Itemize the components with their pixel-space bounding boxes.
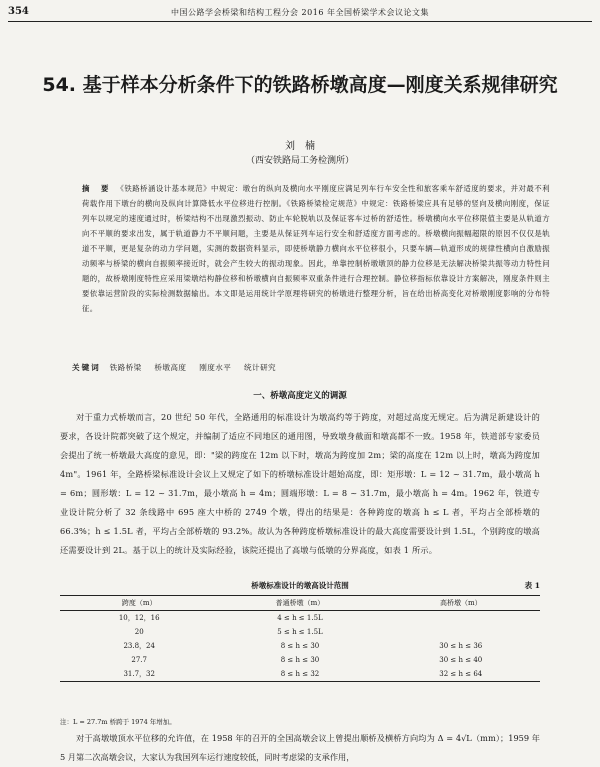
- table-cell: 5 ≤ h ≤ 1.5L: [277, 628, 323, 636]
- table-caption: [60, 580, 540, 594]
- table-cell: 31.7，32: [123, 670, 155, 678]
- running-title: 中国公路学会桥梁和结构工程分会 2016 年全国桥梁学术会议论文集: [171, 8, 429, 17]
- table-row: [60, 653, 540, 667]
- table-cell: 8 ≤ h ≤ 32: [280, 670, 320, 678]
- table-row: [60, 639, 540, 653]
- body-text: [60, 408, 540, 560]
- keyword: 刚度水平: [199, 363, 232, 372]
- keywords: [72, 362, 542, 374]
- table-cell: 8 ≤ h ≤ 30: [280, 642, 320, 650]
- keyword: 铁路桥梁: [109, 363, 142, 372]
- table-cell: [382, 611, 540, 626]
- page-number: 354: [8, 6, 29, 17]
- keywords-label: 关键词: [72, 363, 101, 372]
- pier-height-table: [60, 595, 540, 682]
- table-cell: 23.8，24: [123, 642, 155, 650]
- abstract-label: 摘 要: [82, 184, 111, 193]
- table-row: [60, 625, 540, 639]
- keyword: 统计研究: [244, 363, 277, 372]
- body-text-continued: [60, 729, 540, 767]
- abstract-text: 《铁路桥涵设计基本规范》中规定：墩台的纵向及横向水平刚度应满足列车行车安全性和旅客乘车舒适度的要求，并对最不利荷载作用下墩台的横向及纵向计算降低水平位移进行控制。《铁路桥梁检定规范》中规定：铁路桥梁应具有足够的竖向及横向刚度，保证列车以规定的速度通过时，桥梁结构不出现激烈振动、防止车轮脱轨以及保证客车过桥的舒适性。桥墩横向水平位移限值主要是从轨道方向不平顺的要求出发，属于轨道静力不平顺问题，主要是从保证列车运行安全和舒适度方面考虑的。桥墩横向振幅超限的原因不仅仅是轨道不平顺，更是复杂的动力学问题，实测的数据资料显示，即使桥墩静力横向水平位移很小，只要车辆—轨道形成的规律性横向自激励振动频率与桥梁的横向自振频率接近时，就会产生较大的振动现象。因此，单靠控制桥墩墩顶的静力位移是无法解决桥梁共振等动力特性问题的，故桥墩刚度特性应采用梁墩结构静位移和桥墩横向自振频率双重条件进行合理控制。静位移指标依靠设计方案解决，刚度条件则主要依靠运营阶段的实际检测数据输出。本文即是运用统计学原理将研究的桥墩进行整理分析，旨在给出桥高变化对桥墩刚度影响的分布特征。: [82, 184, 550, 313]
- table-cell: 30 ≤ h ≤ 40: [439, 656, 483, 664]
- table-cell: [382, 625, 540, 639]
- author: 刘 楠: [285, 141, 315, 152]
- paragraph: 对于高墩墩顶水平位移的允许值，在 1958 年的召开的全国高墩会议上曾提出顺桥及横桥方向均为 Δ = 4√L（mm）；1959 年 5 月第二次高墩会议，大家认为我国列车运行速度较低，同时考虑梁的支承作用，: [60, 733, 540, 762]
- abstract: [82, 181, 550, 316]
- column-header: 高桥墩（m）: [439, 599, 482, 607]
- table-row: [60, 611, 540, 626]
- table-cell: 30 ≤ h ≤ 36: [439, 642, 483, 650]
- section-heading: 一、桥墩高度定义的调源: [253, 391, 347, 401]
- header-rule: [8, 21, 592, 22]
- keyword: 桥墩高度: [154, 363, 187, 372]
- table-cell: 4 ≤ h ≤ 1.5L: [277, 614, 323, 622]
- table-cell: 10，12，16: [118, 614, 160, 622]
- paragraph: 对于重力式桥墩而言，20 世纪 50 年代，全路通用的标准设计为墩高约等于跨度，对超过高度无规定。后为满足新建设计的要求，各设计院都突破了这个规定，并编制了适应不同地区的通用图，导致墩身截面和墩高都不一致。1958 年，铁道部专家委员会提出了统一桥墩最大高度的意见，即："梁的跨度在 12m 以下时，墩高为跨度加 2m；梁的高度在 12m 以上时，墩高为跨度加 4m"。1961 年，全路桥梁标准设计会议上又规定了如下的桥墩标准设计超始高度，即：矩形墩：L = 12 ~ 31.7m，最小墩高 h = 6m；圆形墩：L = 12 ~ 31.7m，最小墩高 h = 4m；圆端形墩：L = 8 ~ 31.7m，最小墩高 h = 4m。1962 年，铁道专业设计院分析了 32 条线路中 695 座大中桥的 2749 个墩，得出的结果是：各种跨度的墩高 h ≤ L 者，平均占全部桥墩的 66.3%；h ≤ 1.5L 者，平均占全部桥墩的 93.2%。故认为各种跨度桥墩标准设计的最大高度需要设计到 1.5L，个别跨度的墩高还需要设计到 2L。基于以上的统计及实际经验，该院还提出了高墩与低墩的分界高度，如表 1 所示。: [60, 412, 540, 555]
- table-cell: 32 ≤ h ≤ 64: [439, 670, 483, 678]
- table-row: [60, 667, 540, 682]
- table-cell: 27.7: [131, 656, 147, 664]
- table-number: 表 1: [524, 581, 540, 590]
- table-cell: 8 ≤ h ≤ 30: [280, 656, 320, 664]
- column-header: 普通桥墩（m）: [275, 599, 325, 607]
- table-note: 注：L = 27.7m 桥跨于 1974 年增加。: [60, 718, 176, 726]
- column-header: 跨度（m）: [121, 599, 157, 607]
- affiliation: （西安铁路局工务检测所）: [245, 156, 354, 166]
- paper-title: 54. 基于样本分析条件下的铁路桥墩高度—刚度关系规律研究: [42, 74, 558, 96]
- running-header: [0, 6, 600, 22]
- table-title: 桥墩标准设计的墩高设计范围: [251, 581, 349, 590]
- table-header-row: [60, 596, 540, 611]
- table-cell: 20: [134, 628, 144, 636]
